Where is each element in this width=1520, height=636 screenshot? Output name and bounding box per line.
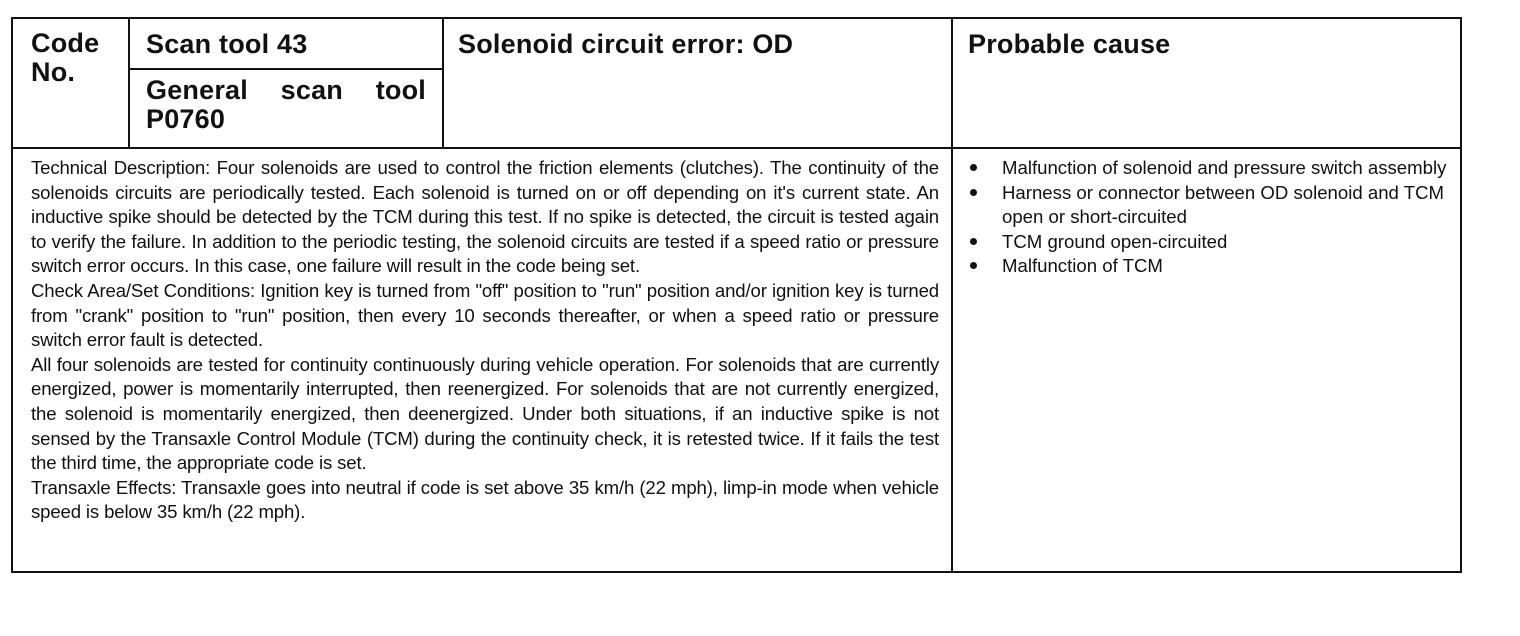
cause-text: Malfunction of TCM <box>1002 255 1163 277</box>
diagnostic-code-table <box>11 17 1462 573</box>
code-no-label: Code No. <box>31 28 100 87</box>
divider-code-column <box>128 19 130 147</box>
list-item <box>968 181 1448 230</box>
list-item <box>968 254 1448 279</box>
probable-cause-label: Probable cause <box>968 29 1171 59</box>
divider-header-row <box>13 147 1460 149</box>
cause-text: TCM ground open-circuited <box>1002 230 1228 252</box>
scan-tool-label: Scan tool 43 <box>146 29 308 59</box>
code-no-header <box>31 29 123 87</box>
probable-cause-list <box>968 156 1448 279</box>
divider-title-column <box>442 19 444 147</box>
bullet-icon <box>970 262 977 269</box>
bullet-icon <box>970 238 977 245</box>
probable-cause-cell <box>968 156 1448 279</box>
check-area-conditions: Check Area/Set Conditions: Ignition key is turned from "off" position to "run" position and/or ignition key is turned from "crank" position to "run" position, then every 10 seconds thereafter, or when a speed ratio or pressure switch error fault is detected. <box>31 279 939 351</box>
divider-cause-column <box>951 19 953 571</box>
general-scan-tool-label: General scan tool P0760 <box>146 75 426 134</box>
description-cell <box>31 156 939 525</box>
technical-description: Technical Description: Four solenoids are used to control the friction elements (clutches). The continuity of the solenoids circuits are periodically tested. Each solenoid is turned on or off depending on it's current state. An inductive spike should be detected by the TCM during this test. If no spike is detected, the circuit is tested again to verify the failure. In addition to the periodic testing, the solenoid circuits are tested if a speed ratio or pressure switch error occurs. In this case, one failure will result in the code being set. <box>31 157 939 277</box>
probable-cause-header <box>968 30 1448 59</box>
bullet-icon <box>970 164 977 171</box>
list-item <box>968 156 1448 181</box>
bullet-icon <box>970 189 977 196</box>
continuity-test-description: All four solenoids are tested for continuity continuously during vehicle operation. For solenoids that are currently energized, power is momentarily interrupted, then reenergized. For solenoids that are not currently energized, the solenoid is momentarily energized, then deenergized. Under both situations, if an inductive spike is not sensed by the Transaxle Control Module (TCM) during the continuity check, it is retested twice. If it fails the test the third time, the appropriate code is set. <box>31 353 939 474</box>
scan-tool-header <box>146 30 436 59</box>
transaxle-effects: Transaxle Effects: Transaxle goes into neutral if code is set above 35 km/h (22 mph), limp-in mode when vehicle speed is below 35 km/h (22 mph). <box>31 476 939 523</box>
code-title <box>458 30 943 59</box>
general-scan-tool-header <box>146 76 426 134</box>
list-item <box>968 230 1448 255</box>
cause-text: Harness or connector between OD solenoid and TCM open or short-circuited <box>1002 181 1445 228</box>
cause-text: Malfunction of solenoid and pressure switch assembly <box>1002 157 1447 178</box>
code-title-text: Solenoid circuit error: OD <box>458 29 794 59</box>
divider-scan-tool-row <box>128 68 444 70</box>
